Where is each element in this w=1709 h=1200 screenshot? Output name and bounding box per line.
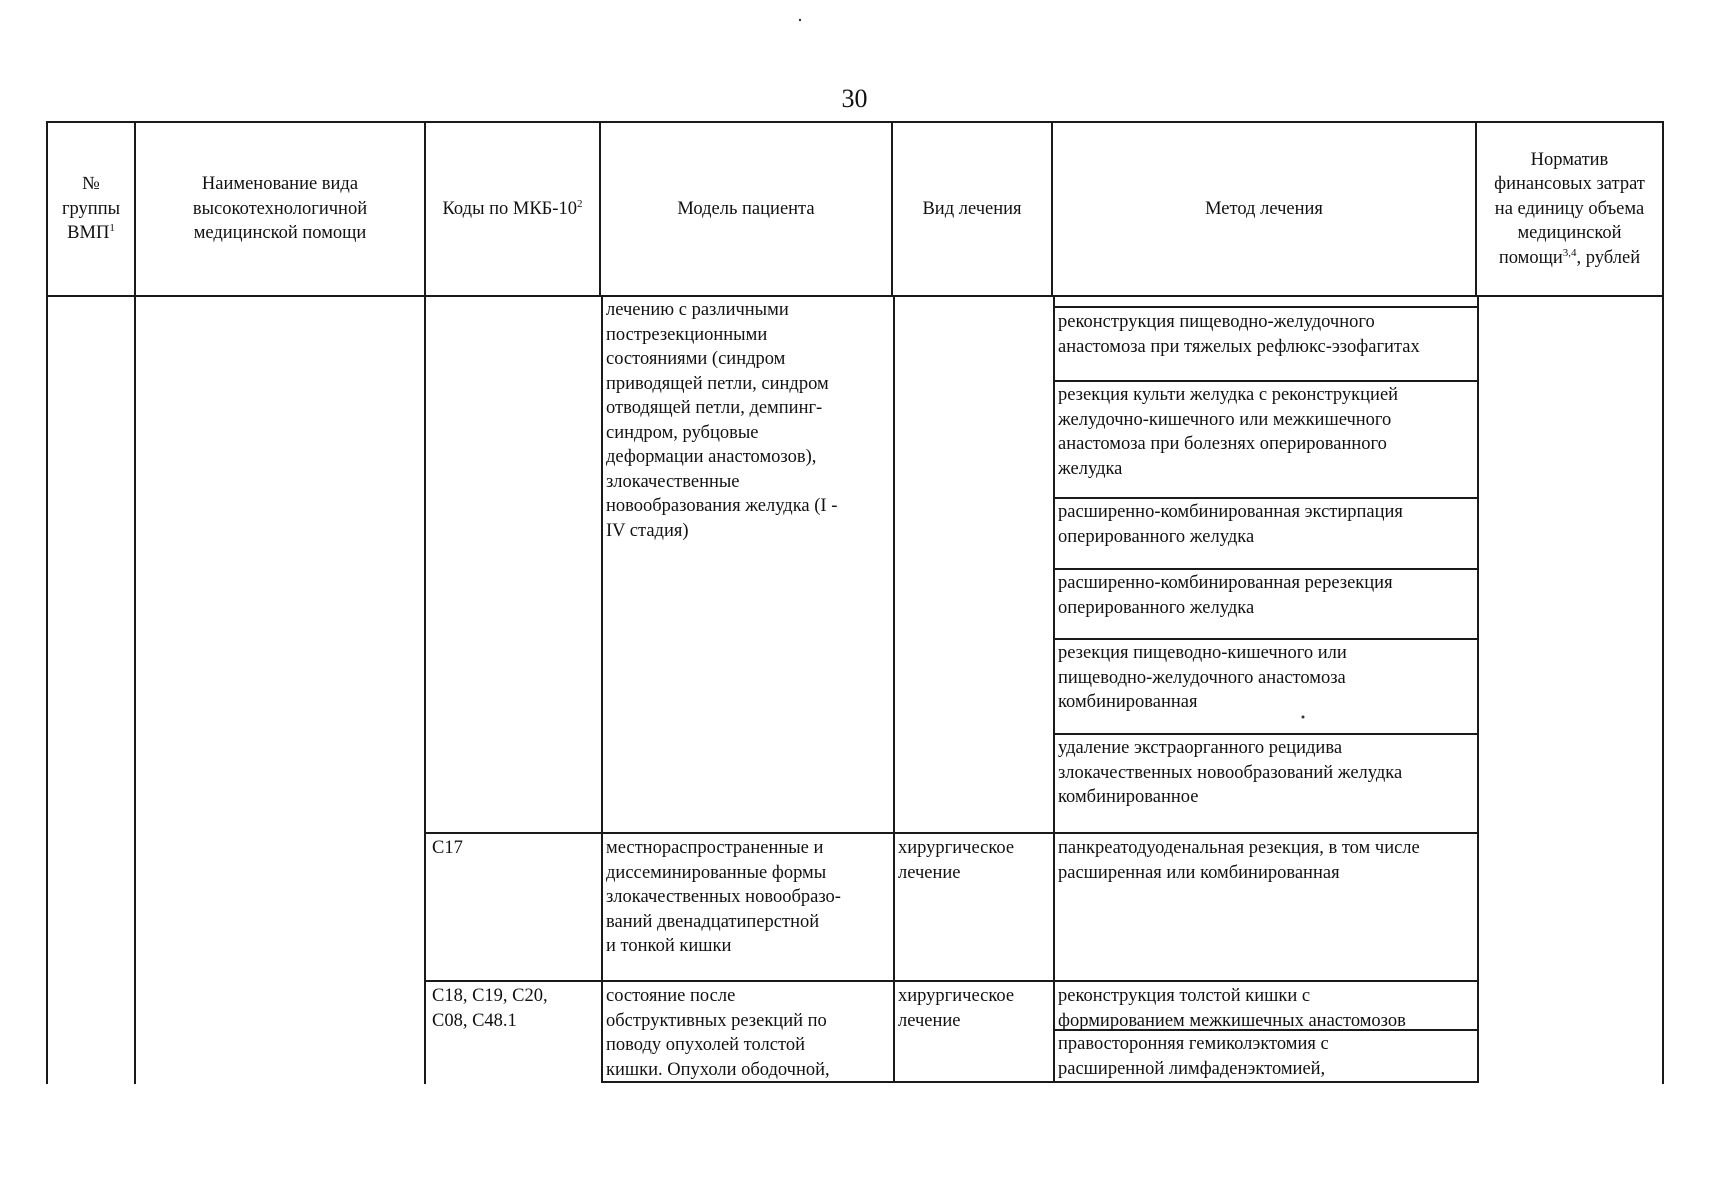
row1-method-5: резекция пищеводно-кишечного или пищеводно-желудочного анастомоза комбинированная	[1058, 643, 1347, 712]
header-cost-norm: Норматив финансовых затрат на единицу объема медицинской помощи$^{3,4}$, рублей	[1494, 149, 1645, 268]
row2-patient-model: местнораспространенные и диссеминированные формы злокачественных новообразо- ваний двенадцатиперстной и тонкой кишки	[606, 838, 841, 956]
row1-patient-model: лечению с различными пострезекционными состояниями (синдром приводящей петли, синдром отводящей петли, демпинг- синдром, рубцовые деформации анастомозов), злокачественные новообразования желудка (I - IV стадия)	[606, 300, 838, 541]
row1-method-1: реконструкция пищеводно-желудочного анастомоза при тяжелых рефлюкс-эзофагитах	[1058, 312, 1420, 357]
header-patient-model: Модель пациента	[677, 198, 815, 219]
row2-icd-codes: C17	[432, 838, 463, 858]
row1-method-4: расширенно-комбинированная ререзекция оперированного желудка	[1058, 573, 1393, 618]
header-icd-codes: Коды по МКБ-$10^2$	[442, 197, 583, 219]
page-number: 30	[841, 84, 868, 113]
footnote-marker: 3,4	[1562, 246, 1577, 259]
row3-treatment-type: хирургическое лечение	[898, 986, 1015, 1031]
row2-treatment-type: хирургическое лечение	[898, 838, 1015, 883]
row3-method-2: правосторонняя гемиколэктомия с расширенной лимфаденэктомией,	[1058, 1034, 1329, 1079]
header-care-name: Наименование вида высокотехнологичной медицинской помощи	[192, 174, 368, 244]
footnote-marker: 2	[576, 197, 583, 210]
row3-patient-model: состояние после обструктивных резекций по поводу опухолей толстой кишки. Опухоли ободочной,	[606, 986, 830, 1080]
row1-method-3: расширенно-комбинированная экстирпация оперированного желудка	[1058, 502, 1403, 547]
row1-method-2: резекция культи желудка с реконструкцией желудочно-кишечного или межкишечного анастомоза при болезнях оперированного желудка	[1058, 385, 1399, 479]
header-group-no: № группы ВМП$^1$	[61, 174, 121, 244]
footnote-marker: 1	[109, 222, 115, 235]
row3-icd-codes: C18, C19, C20, C08, C48.1	[432, 986, 548, 1031]
row1-method-6: удаление экстраорганного рецидива злокачественных новообразований желудка комбинированное	[1058, 738, 1403, 807]
header-treatment-method: Метод лечения	[1205, 198, 1323, 219]
row3-method-1: реконструкция толстой кишки с формированием межкишечных анастомозов	[1058, 986, 1406, 1031]
header-treatment-type: Вид лечения	[922, 198, 1022, 219]
row2-method-1: панкреатодуоденальная резекция, в том числе расширенная или комбинированная	[1058, 838, 1420, 883]
